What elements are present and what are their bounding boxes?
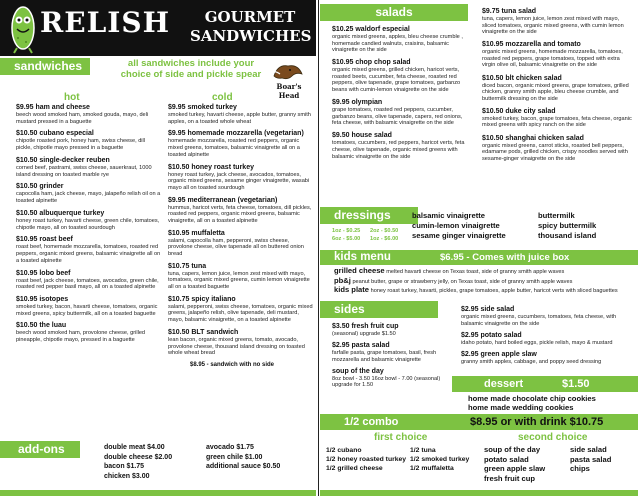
menu-item-desc: (seasonal) upgrade $1.50	[332, 331, 396, 337]
menu-item	[168, 263, 314, 291]
menu-item-desc: tuna, capers, lemon juice, lemon zest mixed with mayo, tomatoes, organic mixed greens, cumin lemon vinaigrette all on a toasted baguette	[168, 270, 310, 290]
menu-item-desc: 8oz bowl - 3.50 16oz bowl - 7.00 (seasonal) upgrade for 1.50	[332, 375, 441, 389]
bottom-rule	[0, 490, 316, 496]
addon-item: double cheese $2.00	[104, 453, 173, 461]
kids-item	[334, 267, 638, 277]
menu-item-name: $9.75 tuna salad	[482, 8, 537, 15]
addon-item: avocado $1.75	[206, 444, 254, 451]
menu-item-desc: smoked turkey, havarti cheese, apple butter, granny smith apples, on a toasted whole wheat	[168, 112, 311, 125]
menu-item	[16, 183, 162, 204]
menu-item-desc: farfalle pasta, grape tomatoes, basil, fresh mozzarella and balsamic vinaigrette	[332, 350, 437, 363]
combo-title: 1/2 combo	[344, 416, 399, 428]
menu-item-desc: chipotle roasted pork, honey ham, swiss cheese, dill pickle, chipotle mayo pressed in a baguette	[16, 138, 146, 152]
dressing-item: thousand island	[538, 231, 597, 240]
pickle-mascot-icon	[8, 4, 38, 54]
menu-item-desc: honey roast turkey, jack cheese, avocados, tomatoes, organic mixed greens, sesame ginger vinaigrette, wasabi mayo all on toasted sourdough	[168, 171, 310, 191]
menu-item	[16, 104, 162, 125]
sandwiches-tagline	[96, 58, 286, 80]
menu-item-name: $9.95 olympian	[332, 99, 383, 107]
menu-item-desc: tuna, capers, lemon juice, lemon zest mixed with mayo, sliced tomatoes, organic mixed greens, with cumin lemon vinaigrette on the side	[482, 16, 624, 36]
addons-list	[206, 443, 316, 472]
menu-item-name: $10.50 honey roast turkey	[168, 163, 254, 171]
sandwiches-header: sandwiches	[0, 58, 90, 75]
menu-item-desc: capocolla ham, jack cheese, mayo, jalapeño relish oil on a toasted alpinette	[16, 191, 161, 205]
dressing-row	[412, 221, 638, 231]
addon-item: double meat $4.00	[104, 444, 165, 451]
menu-item	[332, 99, 468, 127]
menu-item-desc: beech wood smoked ham, smoked gouda, mayo, deli mustard pressed in a baguette	[16, 112, 149, 125]
sides-header: sides	[320, 301, 438, 318]
kids-item-name: pb&j	[334, 275, 351, 285]
menu-item-desc: homemade mozzarella, roasted red peppers, organic mixed greens, tomatoes, balsamic vinaigrette all on a toasted alpinette	[168, 138, 300, 158]
menu-item-desc: salami, capocolla ham, pepperoni, swiss cheese, provolone cheese, olive tapenade all on buttered onion bread	[168, 237, 304, 257]
kids-item	[334, 277, 638, 287]
menu-item	[16, 210, 162, 231]
addon-item: chicken $3.00	[104, 472, 150, 480]
dressing-item: sesame ginger vinaigrette	[412, 231, 506, 240]
menu-item-desc: smoked turkey, bacon, grape tomatoes, feta cheese, organic mixed greens with spicy ranch on the side	[482, 115, 632, 129]
menu-item-name: $10.75 tuna	[168, 262, 207, 270]
menu-item	[482, 108, 634, 129]
menu-item	[16, 296, 162, 317]
combo-choice: fresh fruit cup	[484, 473, 536, 483]
kids-item-name: kids plate	[334, 285, 370, 295]
menu-item	[16, 157, 162, 178]
menu-item	[482, 41, 634, 69]
combo-choice: 1/2 smoked turkey	[410, 456, 470, 463]
menu-item-desc: idaho potato, hard boiled eggs, pickle relish, mayo & mustard	[461, 339, 613, 346]
menu-item-name: $2.95 pasta salad	[332, 342, 390, 350]
combo-choice: 1/2 cubano	[326, 447, 362, 454]
dressing-item: balsamic vinaigrette	[412, 211, 486, 220]
combo-choice: pasta salad	[570, 454, 612, 464]
dressings-header: dressings	[320, 207, 418, 224]
menu-item	[16, 130, 162, 151]
combo-choice: 1/2 grilled cheese	[326, 465, 383, 472]
combo-choice: 1/2 honey roasted turkey	[326, 456, 407, 463]
first-choice-list	[326, 446, 406, 473]
menu-item-name: $10.95 chop chop salad	[332, 59, 411, 67]
menu-item-name: $10.50 shanghai chicken salad	[482, 134, 584, 142]
tagline-line: choice of side and pickle spear	[120, 69, 262, 80]
salads-list	[482, 8, 634, 168]
dressing-row	[412, 231, 638, 241]
kids-menu-title: kids menu	[334, 251, 391, 263]
menu-item	[332, 368, 458, 389]
brand-subtitle	[190, 8, 310, 46]
menu-item-name: $3.50 fresh fruit cup	[332, 323, 399, 330]
dressing-item: cumin-lemon vinaigrette	[412, 221, 500, 230]
first-choice-list	[410, 446, 469, 473]
page-divider	[318, 0, 319, 496]
second-choice-list	[484, 445, 545, 483]
menu-item-desc: lean bacon, organic mixed greens, tomato, avocado, provolone cheese, thousand island dressing on toasted whole wheat bread	[168, 336, 305, 357]
combo-choice: side salad	[570, 445, 607, 454]
dressing-price: 1oz - $6.00	[370, 235, 399, 242]
brand-subtitle-line: GOURMET	[204, 8, 296, 26]
first-choice-title: first choice	[374, 432, 428, 443]
dessert-price: $1.50	[562, 378, 590, 390]
addon-item: bacon $1.75	[104, 463, 145, 470]
menu-item	[332, 59, 468, 93]
dressing-list	[412, 211, 638, 241]
menu-item	[461, 332, 637, 347]
dressing-prices	[332, 228, 422, 243]
combo-header	[320, 414, 638, 430]
menu-item-name: $10.95 muffaletta	[168, 229, 225, 237]
kids-item-desc: peanut butter, grape or strawberry jelly, on Texas toast, side of granny smith apple waves	[352, 278, 573, 285]
kids-item	[334, 286, 638, 296]
menu-item-desc: organic mixed greens, apples, bleu cheese crumble , homemade candied walnuts, craisins, balsamic vinaigrette on the side	[332, 34, 463, 54]
menu-item-name: $2.95 potato salad	[461, 331, 522, 339]
kids-item-desc: honey roast turkey, havarti, pickles, grape tomatoes, apple butter, haricot verts with sliced baguettes	[370, 288, 618, 295]
menu-item	[16, 322, 162, 343]
menu-item-name: $10.50 BLT sandwich	[168, 328, 239, 336]
dessert-item: home made chocolate chip cookies	[468, 394, 596, 403]
menu-item-name: $10.25 waldorf especial	[332, 26, 410, 33]
addons-list	[104, 443, 194, 481]
dessert-title: dessert	[484, 378, 524, 390]
menu-item	[168, 230, 314, 258]
hot-sandwich-list	[16, 104, 162, 349]
menu-item	[332, 342, 458, 363]
sides-list	[332, 323, 458, 393]
menu-item-name: $10.50 single-decker reuben	[16, 156, 110, 164]
second-choice-list	[570, 445, 611, 474]
combo-choice: potato salad	[484, 454, 529, 464]
menu-item-name: $10.50 the luau	[16, 322, 67, 330]
combo-choice: 1/2 tuna	[410, 447, 436, 454]
menu-item	[168, 104, 314, 125]
menu-item-name: $10.50 duke city salad	[482, 107, 556, 115]
brand-header	[0, 0, 316, 56]
menu-item-desc: organic mixed greens, homemade mozzarella, tomatoes, roasted red peppers, grape tomatoes, topped with extra virgin olive oil, balsamic vinaigrette on the side	[482, 49, 623, 69]
menu-item-desc: organic mixed greens, cucumbers, tomatoes, feta cheese, with balsamic vinaigrette on the side	[461, 314, 617, 327]
menu-item-desc: organic mixed greens, grilled chicken, haricot verts, roasted beets, cucumber, feta cheese, roasted red peppers, olive tapenade, grape tomatoes, garbanzo beans with cumin-lemon vinaigrette on the side	[332, 67, 461, 94]
sides-list	[461, 306, 637, 370]
cold-sandwich-list	[168, 104, 314, 368]
menu-item-name: $10.50 albuquerque turkey	[16, 209, 105, 217]
salads-list	[332, 26, 468, 166]
addon-item: additional sauce $0.50	[206, 463, 281, 470]
menu-item-name: $9.50 house salad	[332, 132, 392, 140]
dressing-item: buttermilk	[538, 211, 575, 220]
menu-item-desc: grape tomatoes, roasted red peppers, cucumber, garbanzo beans, olive tapenade, capers, red onions, feta cheese, with balsamic vinaigrette on the side	[332, 107, 463, 127]
menu-item-name: $10.95 mozzarella and tomato	[482, 41, 581, 49]
dessert-item: home made wedding cookies	[468, 403, 574, 412]
menu-item-name: $9.95 mediterranean (vegetarian)	[168, 196, 278, 204]
menu-item-name: $9.95 homemade mozzarella (vegetarian)	[168, 130, 304, 138]
dressing-item: spicy buttermilk	[538, 221, 597, 230]
menu-item-name: soup of the day	[332, 367, 384, 375]
menu-item-name: $9.95 ham and cheese	[16, 104, 90, 111]
dressing-price-row	[332, 236, 422, 244]
menu-item-desc: roast beef, homemade mozzarella, tomatoes, roasted red peppers, organic mixed greens, balsamic vinaigrette all on a toasted alpinette	[16, 244, 161, 264]
brand-subtitle-line: SANDWICHES	[190, 27, 312, 45]
menu-item-desc: granny smith apples, cabbage, and poppy seed dressing	[461, 358, 602, 365]
kids-item-name: grilled cheese	[334, 266, 385, 275]
menu-item-desc: tomatoes, cucumbers, red peppers, haricot verts, feta cheese, olive tapenade, organic mixed greens with balsamic vinaigrette on the side	[332, 140, 465, 160]
kids-menu-header	[320, 250, 638, 265]
menu-item-name: $10.50 grinder	[16, 183, 64, 191]
menu-item-desc: diced bacon, organic mixed greens, grape tomatoes, grilled chicken, granny smith apple, bleu cheese crumble, and buttermilk dressing on the side	[482, 82, 629, 102]
blt-footnote: $8.95 - sandwich with no side	[190, 362, 275, 369]
menu-item-name: $10.50 blt chicken salad	[482, 74, 562, 82]
menu-item-name: $10.95 isotopes	[16, 295, 69, 303]
kids-menu-offer: $6.95 - Comes with juice box	[440, 252, 570, 263]
combo-choice: 1/2 muffaletta	[410, 465, 454, 472]
dressing-price: 2oz - $0.50	[370, 228, 399, 234]
addon-item: green chile $1.00	[206, 453, 263, 461]
menu-item	[16, 270, 162, 291]
menu-item	[482, 75, 634, 103]
menu-item	[332, 26, 468, 54]
tagline-line: all sandwiches include your	[127, 58, 255, 69]
menu-item	[168, 164, 314, 192]
menu-item-desc: salami, pepperoni, swiss cheese, tomatoes, organic mixed greens, jalapeño relish, olive tapenade, deli mustard, mayo, balsamic vinaigrette, on a toasted alpinette	[168, 303, 313, 324]
menu-item	[482, 135, 634, 163]
menu-item-name: $2.95 side salad	[461, 306, 515, 313]
brand-name: RELISH	[40, 6, 171, 39]
boars-head-logo-text: Boar's Head	[276, 82, 302, 100]
menu-item-desc: honey roast turkey, havarti cheese, green chile, tomatoes, chipotle mayo, all on toasted sourdough	[16, 217, 160, 231]
menu-item-name: $10.75 spicy italiano	[168, 295, 236, 303]
menu-item	[461, 306, 637, 327]
menu-item-desc: organic mixed greens, carrot sticks, roasted bell peppers, edamame pods, grilled chicken, crispy noodles served with sesame-ginger vinaigrette on the side	[482, 142, 628, 162]
dressing-price-row	[332, 228, 422, 236]
dessert-list	[468, 394, 596, 412]
cold-section-title: cold	[212, 92, 233, 103]
menu-item-name: $9.95 smoked turkey	[168, 104, 237, 111]
kids-item-desc: melted havarti cheese on Texas toast, side of granny smith apple waves	[386, 269, 565, 275]
menu-item-name: $10.50 cubano especial	[16, 130, 94, 138]
menu-item	[16, 236, 162, 264]
menu-item	[168, 197, 314, 225]
menu-item	[168, 296, 314, 324]
salads-header: salads	[320, 4, 468, 21]
menu-item	[168, 130, 314, 158]
menu-item	[332, 323, 458, 338]
menu-item	[482, 8, 634, 36]
combo-choice: soup of the day	[484, 445, 541, 454]
menu-item-name: $2.95 green apple slaw	[461, 350, 537, 358]
combo-offer: $8.95 or with drink $10.75	[470, 416, 604, 428]
dressing-price: 6oz - $5.00	[332, 235, 361, 242]
menu-item	[332, 132, 468, 160]
dressing-price: 1oz - $0.25	[332, 228, 361, 234]
menu-item-name: $10.95 roast beef	[16, 236, 73, 244]
hot-section-title: hot	[64, 92, 80, 103]
menu-item	[168, 329, 314, 357]
boars-head-logo-icon	[270, 62, 306, 82]
combo-choice: green apple slaw	[484, 464, 546, 473]
bottom-rule	[320, 490, 638, 496]
dressing-row	[412, 211, 638, 221]
menu-item-desc: corned beef, pastrami, swiss cheese, sauerkraut, 1000 island dressing on toasted marble rye	[16, 164, 152, 178]
menu-item-desc: roast beef, jack cheese, tomatoes, avocados, green chile, roasted red pepper basil mayo, all on a toasted alpinette	[16, 277, 159, 291]
addons-header: add-ons	[0, 441, 80, 458]
menu-item-desc: smoked turkey, bacon, havarti cheese, tomatoes, organic mixed greens, spicy buttermilk, all on a toasted baguette	[16, 303, 158, 317]
second-choice-title: second choice	[518, 432, 588, 443]
kids-menu-list	[334, 267, 638, 296]
dessert-header	[452, 376, 638, 392]
combo-choice: chips	[570, 464, 590, 473]
menu-item-name: $10.95 lobo beef	[16, 269, 71, 277]
menu-item	[461, 351, 637, 366]
menu-item-desc: hummus, haricot verts, feta cheese, tomatoes, dill pickles, roasted red peppers, organic mixed greens, balsamic vinaigrette, all on a toasted alpinette	[168, 204, 312, 224]
menu-item-desc: beech wood smoked ham, provolone cheese, grilled pineapple, chipotle mayo, pressed in a baguette	[16, 330, 146, 344]
